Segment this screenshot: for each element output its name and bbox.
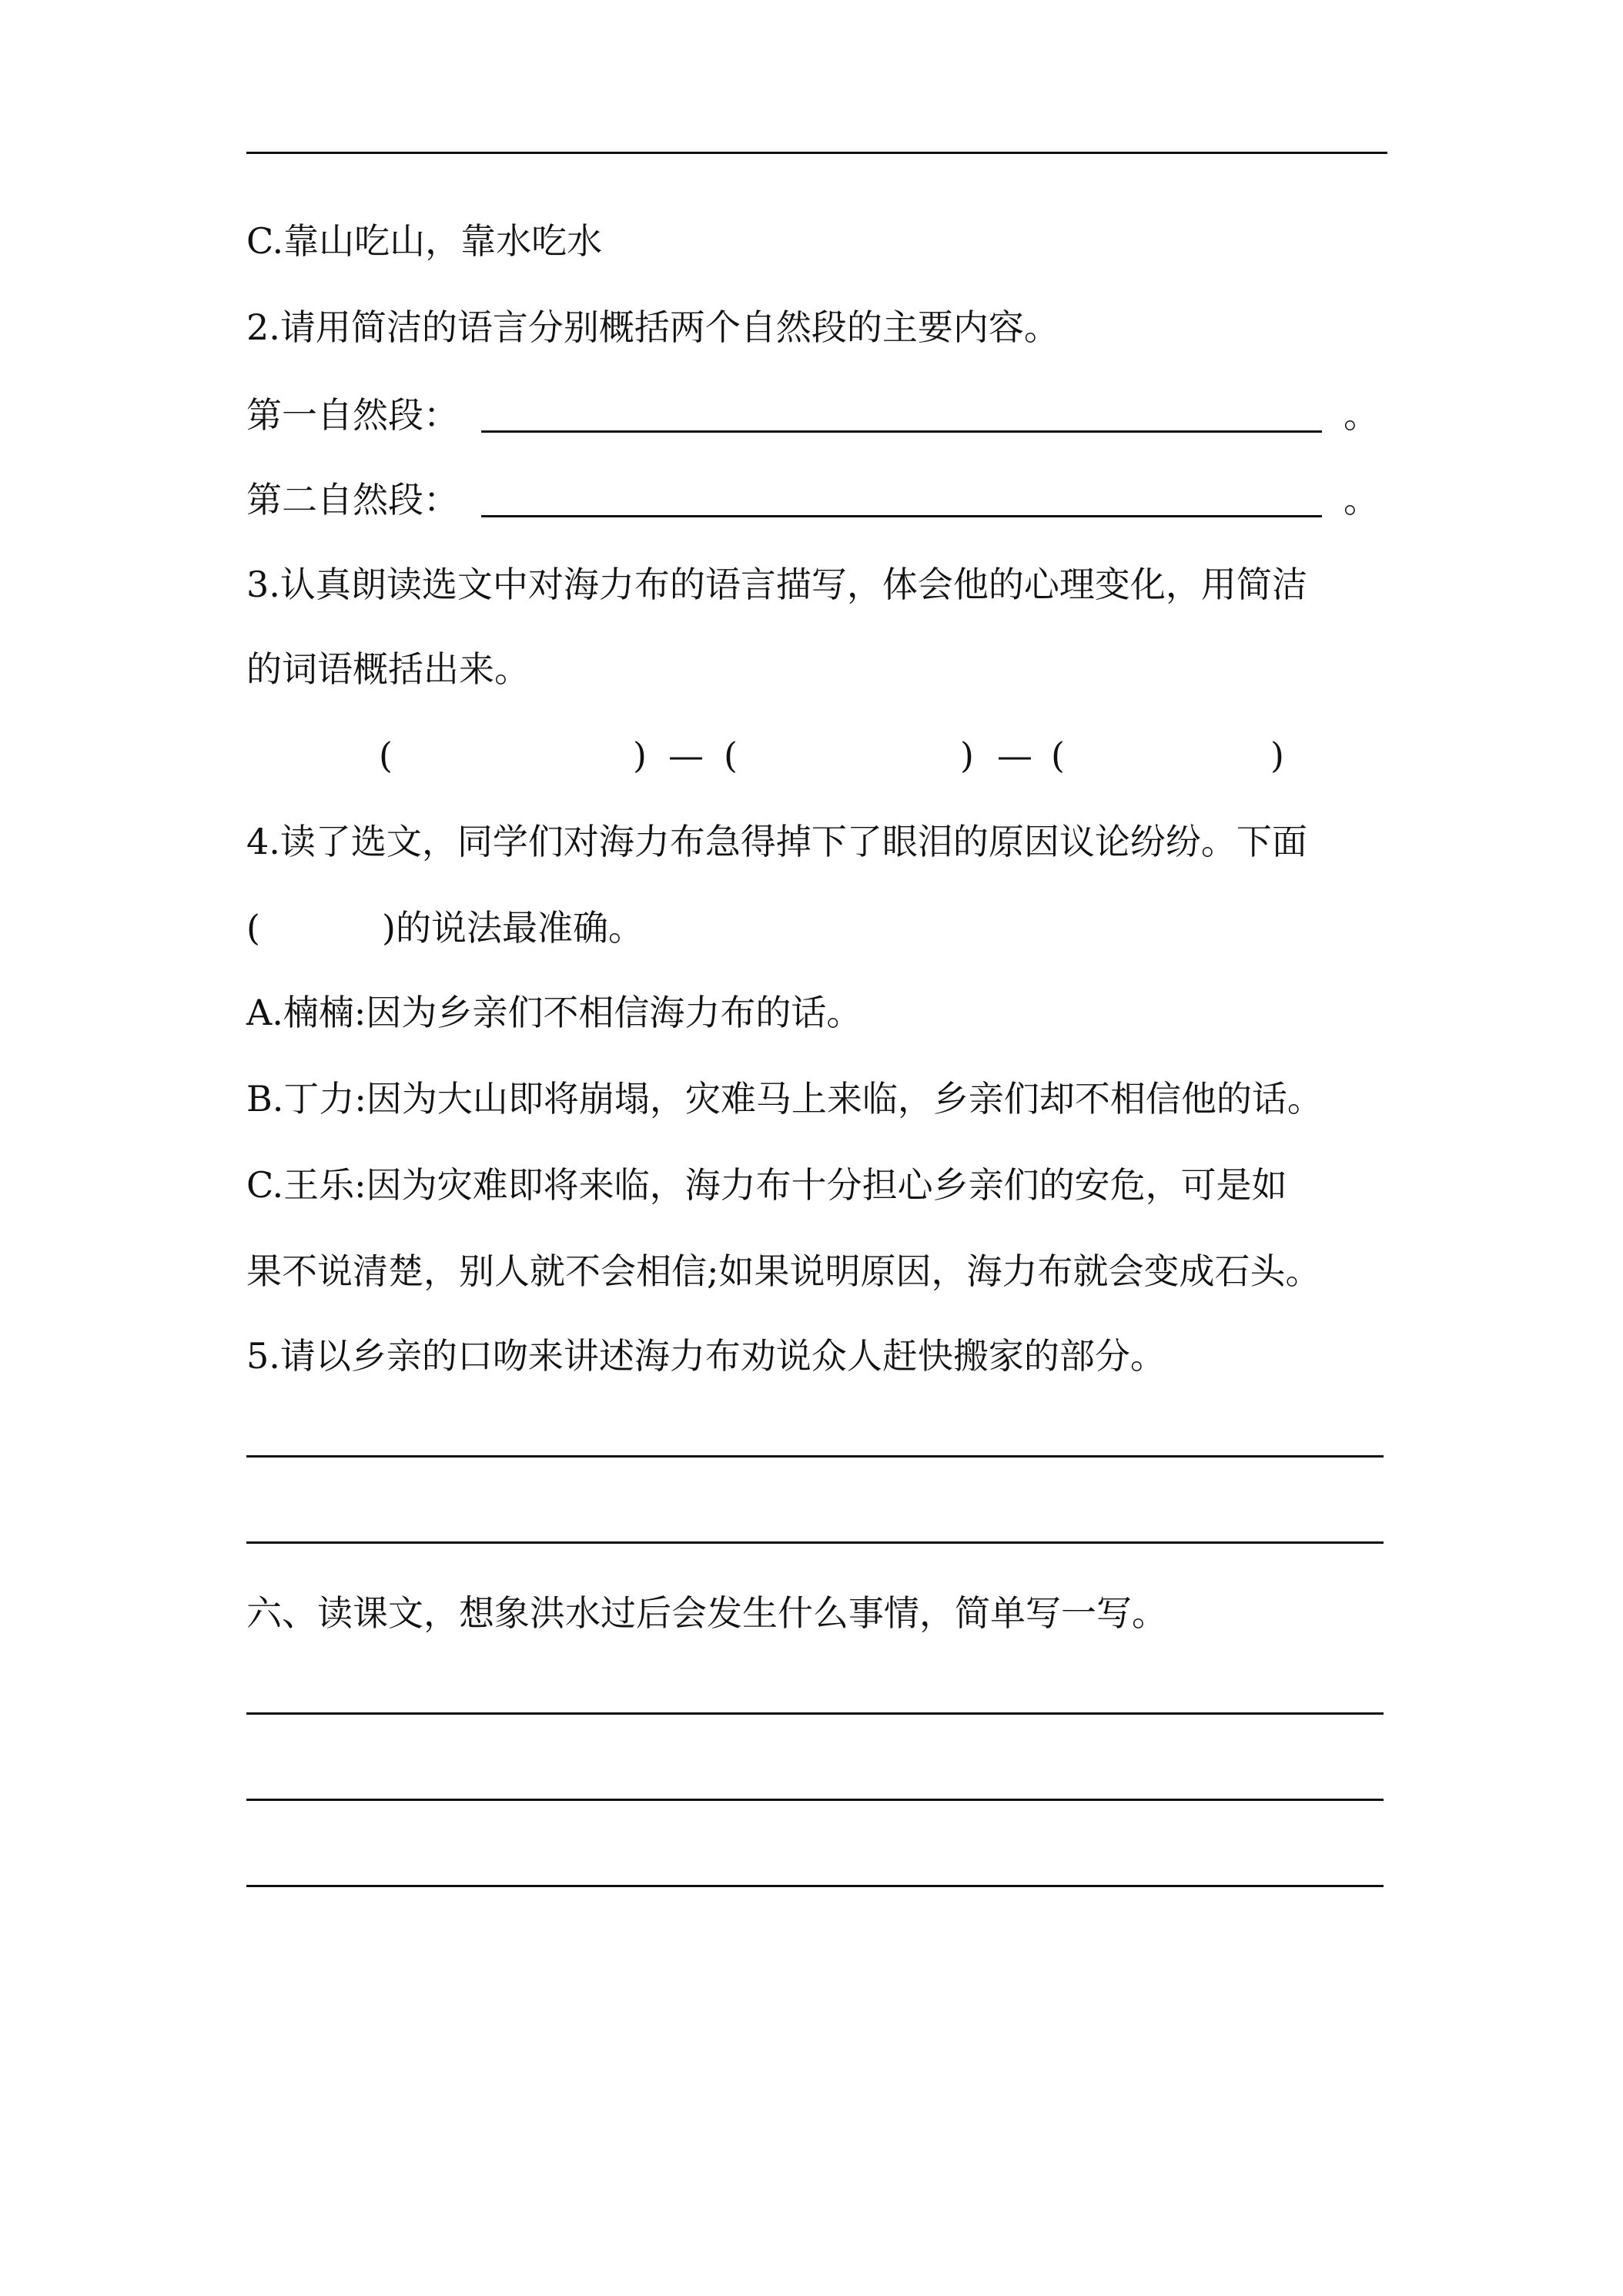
q4-prompt-line1: 4.读了选文，同学们对海力布急得掉下了眼泪的原因议论纷纷。下面 [246, 821, 1307, 862]
q2-prompt: 2.请用简洁的语言分别概括两个自然段的主要内容。 [246, 306, 1059, 348]
q3-dash2: — [997, 735, 1032, 776]
q2-paragraph2-label: 第二自然段： [246, 479, 459, 520]
q2-paragraph2-end-mark: 。 [1344, 479, 1379, 520]
q4-option-a: A.楠楠:因为乡亲们不相信海力布的话。 [246, 992, 862, 1033]
q2-paragraph1-answer-line[interactable] [481, 430, 1322, 433]
q3-blank1-close: ) [633, 735, 647, 776]
q4-answer-open-paren: ( [246, 907, 260, 949]
q3-blank3-open: ( [1051, 735, 1065, 776]
q3-blank1-open: ( [379, 735, 393, 776]
q5-prompt: 5.请以乡亲的口吻来讲述海力布劝说众人赶快搬家的部分。 [246, 1335, 1166, 1377]
q2-paragraph1-end-mark: 。 [1344, 394, 1379, 436]
q5-answer-line-1[interactable] [246, 1455, 1384, 1458]
q4-option-c-line1: C.王乐:因为灾难即将来临，海力布十分担心乡亲们的安危，可是如 [246, 1164, 1287, 1206]
top-rule [246, 152, 1387, 154]
section6-prompt: 六、读课文，想象洪水过后会发生什么事情，简单写一写。 [246, 1592, 1167, 1634]
q3-prompt-line1: 3.认真朗读选文中对海力布的语言描写，体会他的心理变化，用简洁 [246, 564, 1307, 605]
q2-paragraph2-answer-line[interactable] [481, 515, 1322, 517]
q5-answer-line-2[interactable] [246, 1541, 1384, 1544]
q2-paragraph1-label: 第一自然段： [246, 394, 459, 436]
section6-answer-line-2[interactable] [246, 1799, 1384, 1801]
q3-dash1: — [668, 735, 704, 776]
q3-prompt-line2: 的词语概括出来。 [246, 648, 530, 690]
q4-prompt-line2: )的说法最准确。 [382, 907, 644, 949]
q3-blank2-open: ( [724, 735, 738, 776]
q4-option-c-line2: 果不说清楚，别人就不会相信;如果说明原因，海力布就会变成石头。 [246, 1250, 1321, 1292]
q1-option-c: C.靠山吃山，靠水吃水 [246, 220, 603, 262]
section6-answer-line-1[interactable] [246, 1712, 1384, 1715]
section6-answer-line-3[interactable] [246, 1885, 1384, 1887]
q4-option-b: B.丁力:因为大山即将崩塌，灾难马上来临，乡亲们却不相信他的话。 [246, 1078, 1323, 1120]
q3-blank2-close: ) [960, 735, 974, 776]
q3-blank3-close: ) [1270, 735, 1284, 776]
